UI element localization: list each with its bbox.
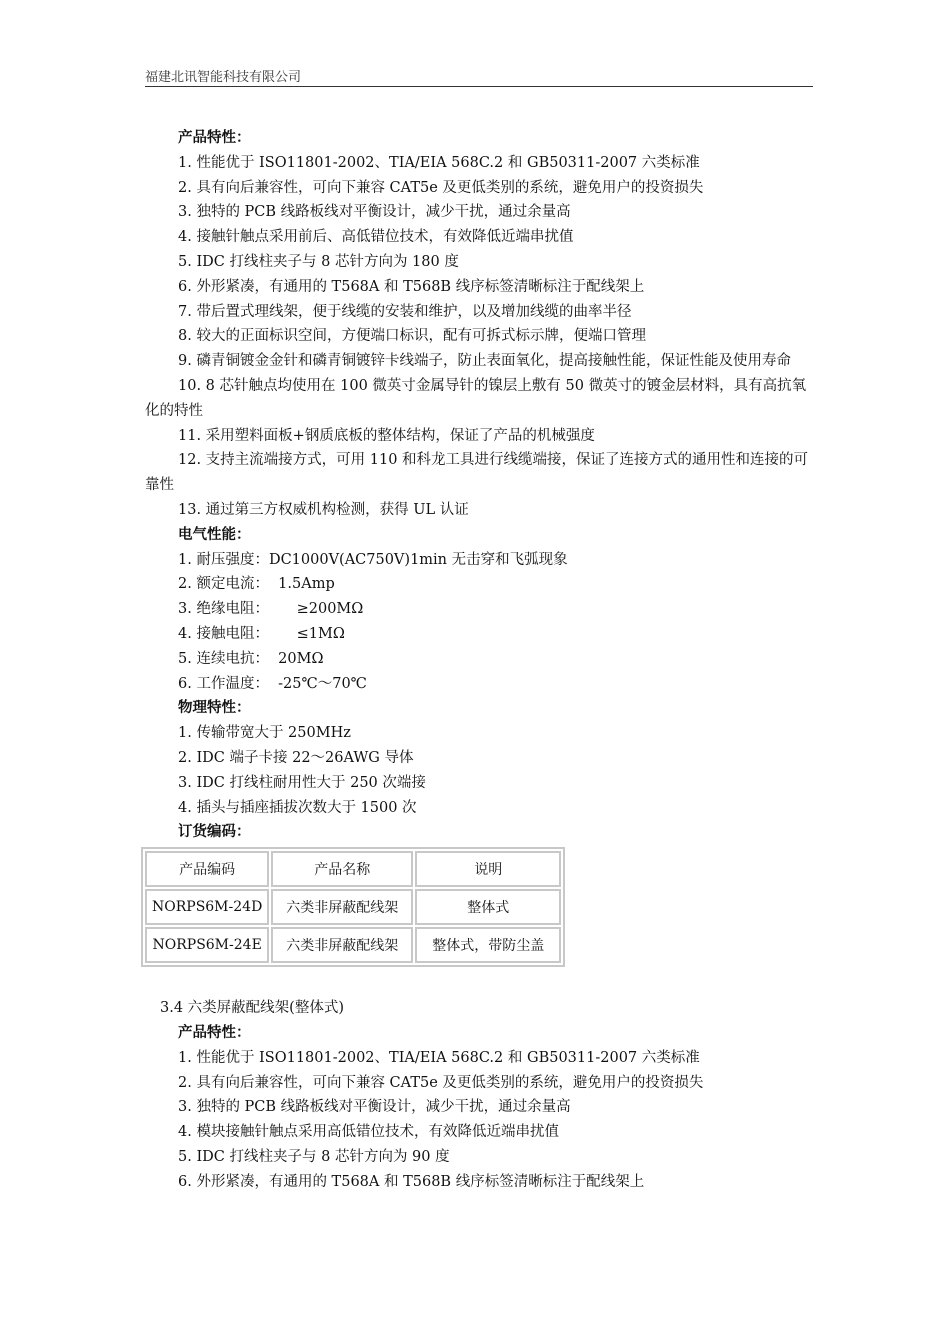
features-heading: 产品特性： xyxy=(178,129,251,146)
physical-heading: 物理特性： xyxy=(178,699,251,717)
list-item: 4. 接触电阻： ≤1MΩ xyxy=(178,625,345,642)
list-item: 5. 连续电抗： 20MΩ xyxy=(178,650,324,667)
list-item: 2. IDC 端子卡接 22～26AWG 导体 xyxy=(178,749,414,766)
list-item: 1. 耐压强度：DC1000V(AC750V)1min 无击穿和飞弧现象 xyxy=(178,551,568,568)
list-item: 13. 通过第三方权威机构检测，获得 UL 认证 xyxy=(178,501,469,518)
list-item: 10. 8 芯针触点均使用在 100 微英寸金属导针的镍层上敷有 50 微英寸的镀金层材料，具有高抗氧化的特性 xyxy=(145,377,807,419)
list-item: 12. 支持主流端接方式，可用 110 和科龙工具进行线缆端接，保证了连接方式的通用性和连接的可靠性 xyxy=(145,452,809,494)
features-list xyxy=(145,151,813,523)
list-item: 1. 传输带宽大于 250MHz xyxy=(178,725,351,742)
table-header-row xyxy=(145,851,561,887)
list-item: 6. 外形紧凑，有通用的 T568A 和 T568B 线序标签清晰标注于配线架上 xyxy=(178,1173,645,1190)
list-item: 1. 性能优于 ISO11801-2002、TIA/EIA 568C.2 和 GB50311-2007 六类标准 xyxy=(178,154,700,171)
list-item: 3. 独特的 PCB 线路板线对平衡设计，减少干扰，通过余量高 xyxy=(178,1099,571,1116)
physical-list xyxy=(145,721,813,820)
table-cell: NORPS6M-24E xyxy=(145,927,269,963)
order-table-wrapper xyxy=(141,847,813,967)
order-table xyxy=(141,847,565,967)
features-list xyxy=(145,1046,813,1195)
list-item: 3. 绝缘电阻： ≥200MΩ xyxy=(178,601,364,618)
list-item: 5. IDC 打线柱夹子与 8 芯针方向为 90 度 xyxy=(178,1148,450,1165)
order-code-heading: 订货编码： xyxy=(178,823,251,841)
list-item: 3. IDC 打线柱耐用性大于 250 次端接 xyxy=(178,774,426,791)
table-header-cell: 产品名称 xyxy=(271,851,413,887)
table-cell: NORPS6M-24D xyxy=(145,889,269,925)
table-cell: 六类非屏蔽配线架 xyxy=(271,889,413,925)
list-item: 4. 模块接触针触点采用高低错位技术，有效降低近端串扰值 xyxy=(178,1124,559,1141)
list-item: 9. 磷青铜镀金金针和磷青铜镀锌卡线端子，防止表面氧化，提高接触性能，保证性能及使用寿命 xyxy=(178,353,791,370)
list-item: 6. 工作温度： -25℃～70℃ xyxy=(178,675,367,692)
list-item: 7. 带后置式理线架，便于线缆的安装和维护，以及增加线缆的曲率半径 xyxy=(178,303,632,320)
features-heading: 产品特性： xyxy=(178,1023,251,1041)
table-cell: 六类非屏蔽配线架 xyxy=(271,927,413,963)
page-header xyxy=(145,66,813,87)
list-item: 2. 额定电流： 1.5Amp xyxy=(178,576,335,593)
list-item: 3. 独特的 PCB 线路板线对平衡设计，减少干扰，通过余量高 xyxy=(178,204,571,221)
table-header-cell: 产品编码 xyxy=(145,851,269,887)
list-item: 2. 具有向后兼容性，可向下兼容 CAT5e 及更低类别的系统，避免用户的投资损失 xyxy=(178,1074,704,1091)
list-item: 6. 外形紧凑，有通用的 T568A 和 T568B 线序标签清晰标注于配线架上 xyxy=(178,278,645,295)
list-item: 8. 较大的正面标识空间，方便端口标识，配有可拆式标示牌，便端口管理 xyxy=(178,328,646,345)
list-item: 2. 具有向后兼容性，可向下兼容 CAT5e 及更低类别的系统，避免用户的投资损失 xyxy=(178,179,704,196)
electrical-heading: 电气性能： xyxy=(178,525,251,543)
electrical-list xyxy=(145,548,813,697)
company-name: 福建北讯智能科技有限公司 xyxy=(145,70,302,85)
list-item: 4. 插头与插座插拔次数大于 1500 次 xyxy=(178,799,417,816)
table-cell: 整体式，带防尘盖 xyxy=(415,927,561,963)
table-header-cell: 说明 xyxy=(415,851,561,887)
list-item: 11. 采用塑料面板+钢质底板的整体结构，保证了产品的机械强度 xyxy=(178,427,595,444)
section-title: 3.4 六类屏蔽配线架(整体式) xyxy=(160,1000,344,1017)
list-item: 1. 性能优于 ISO11801-2002、TIA/EIA 568C.2 和 GB50311-2007 六类标准 xyxy=(178,1049,700,1066)
table-row xyxy=(145,927,561,963)
list-item: 5. IDC 打线柱夹子与 8 芯针方向为 180 度 xyxy=(178,253,459,270)
document-body xyxy=(145,126,813,1194)
table-cell: 整体式 xyxy=(415,889,561,925)
list-item: 4. 接触针触点采用前后、高低错位技术，有效降低近端串扰值 xyxy=(178,229,574,246)
table-row xyxy=(145,889,561,925)
